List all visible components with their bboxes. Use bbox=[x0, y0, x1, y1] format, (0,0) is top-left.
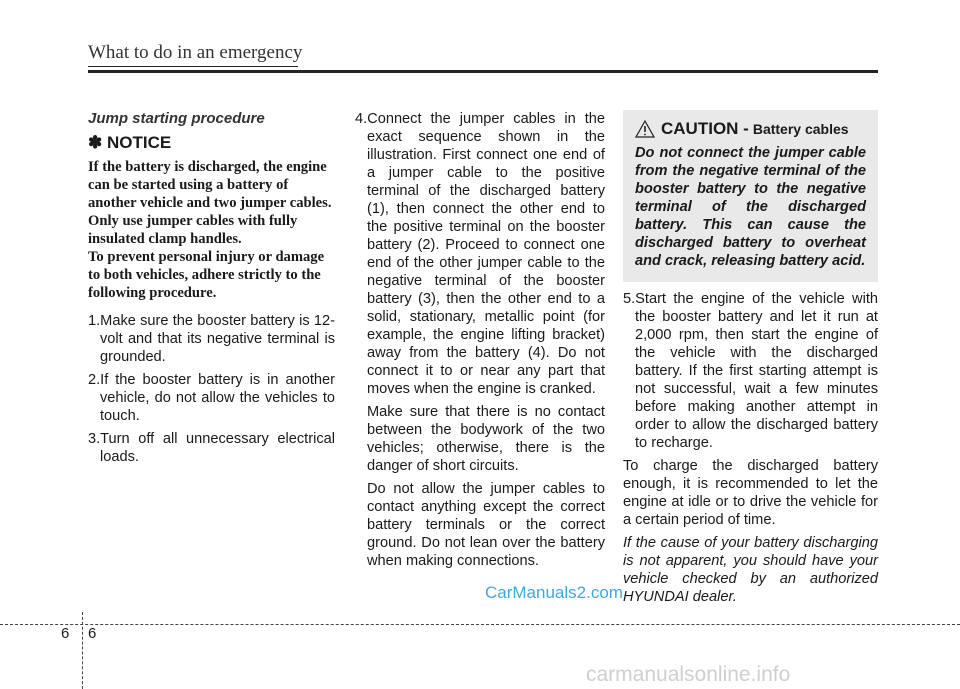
notice-heading: ✽ NOTICE bbox=[88, 133, 172, 152]
section-heading: Jump starting procedure bbox=[88, 110, 265, 127]
step-3: 3.Turn off all unnecessary electrical loads. bbox=[88, 431, 335, 465]
step-5: 5.Start the engine of the vehicle with the booster battery and let it run at 2,000 rpm, then start the engine of the vehicle with the discharged battery. If the first starting attempt is not successful, wait a few minutes before making another attempt in order to allow the discharged battery to recharge. bbox=[623, 291, 878, 451]
caution-title bbox=[635, 120, 866, 138]
step-2: 2.If the booster battery is in another vehicle, do not allow the vehicles to touch. bbox=[88, 372, 335, 424]
watermark-link[interactable]: CarManuals2.com bbox=[485, 583, 623, 602]
caution-body: Do not connect the jumper cable from the negative terminal of the booster battery to the negative terminal of the discharged battery. This can cause the discharged battery to overheat and crack, releasing battery acid. bbox=[635, 145, 866, 269]
contact-warning: Make sure that there is no contact between the bodywork of the two vehicles; otherwise, there is the danger of short circuits. bbox=[367, 404, 605, 474]
column-middle bbox=[355, 110, 605, 575]
step-1: 1.Make sure the booster battery is 12-volt and that its negative terminal is grounded. bbox=[88, 313, 335, 365]
notice-line-1: If the battery is discharged, the engine can be started using a battery of another vehicle and two jumper cables. Only use jumper cables with fully insulated clamp handles. bbox=[88, 159, 332, 247]
caution-subtitle: Battery cables bbox=[752, 121, 849, 137]
notice-body bbox=[88, 158, 335, 302]
caution-box bbox=[623, 110, 878, 282]
warning-triangle-icon bbox=[635, 120, 655, 138]
page-section-number: 6 bbox=[61, 625, 70, 642]
page-header-title: What to do in an emergency bbox=[88, 42, 303, 63]
footer-vertical-rule bbox=[82, 612, 83, 689]
page-number: 6 bbox=[88, 625, 97, 642]
step-4: 4.Connect the jumper cables in the exact sequence shown in the illustration. First connect one end of a jumper cable to the positive terminal of the discharged battery (1), then connect the other end to the positive terminal on the booster battery (2). Proceed to connect one end of the other jumper cable to the negative terminal of the booster battery (3), then the other end to a solid, stationary, metallic point (for example, the engine lifting bracket) away from the battery (4). Do not connect it to or near any part that moves when the engine is cranked. bbox=[355, 111, 605, 397]
footer-dashed-rule bbox=[0, 624, 960, 625]
cable-warning: Do not allow the jumper cables to contact anything except the correct battery terminals or the correct ground. Do not lean over the battery when making connections. bbox=[367, 481, 605, 569]
column-right bbox=[623, 110, 878, 606]
site-watermark: carmanualsonline.info bbox=[586, 663, 791, 686]
dealer-paragraph: If the cause of your battery discharging is not apparent, you should have your vehicle checked by an authorized HYUNDAI dealer. bbox=[623, 535, 878, 605]
caution-label: CAUTION - bbox=[661, 119, 749, 138]
header-rule bbox=[88, 70, 878, 73]
charging-paragraph: To charge the discharged battery enough, it is recommended to let the engine at idle or to drive the vehicle for a certain period of time. bbox=[623, 458, 878, 528]
column-left bbox=[88, 110, 335, 471]
notice-line-2: To prevent personal injury or damage to both vehicles, adhere strictly to the following procedure. bbox=[88, 249, 325, 301]
header-rule-thin bbox=[88, 66, 298, 67]
